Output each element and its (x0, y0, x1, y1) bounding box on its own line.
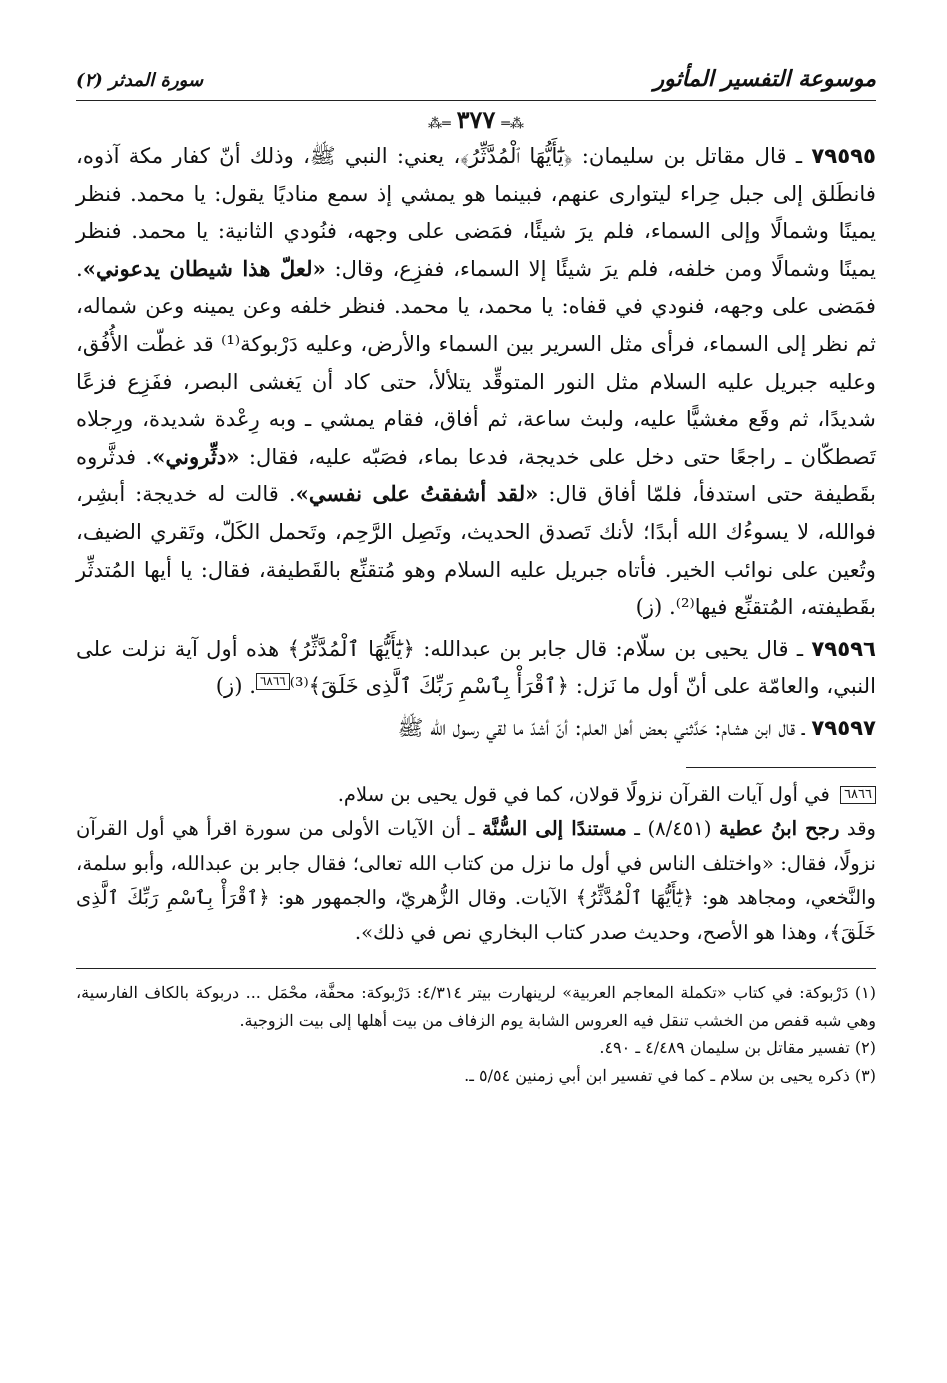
commentary-text: في أول آيات القرآن نزولًا قولان، كما في قول يحيى بن سلام. (337, 782, 837, 806)
entry-text: ـ قال يحيى بن سلّام: قال جابر بن عبدالله: ﴿يَٰٓأَيُّهَا ٱلْمُدَّثِّرُ﴾ هذه أول آية نزلت على النبي، والعامّة على أنّ أول ما نَزل: ﴿ٱقْرَأْ بِٱسْمِ رَبِّكَ ٱلَّذِى خَلَقَ﴾⁽³⁾ (76, 635, 876, 699)
commentary-text: (٨/٤٥١) ـ (626, 817, 719, 840)
ornament-icon: ⁂═ (501, 116, 525, 132)
entry-text: ـ قال ابن هشام: حَدَّثني بعض أهل العلم: أنّ أشدّ ما لقي رسول الله ﷺ (397, 714, 812, 740)
footnote: (١) دَرْبوكة: في كتاب «تكملة المعاجم العربية» لرينهارت بيتر ٤/٣١٤: دَرْبوكة: محفَّة، محْمَل ... دربوكة بالكاف الفارسية، وهي شبه قفص من الخشب تنقل فيه العروس الشابة يوم الزفاف من بيت أهلها إلى بيت الزوجية. (76, 983, 876, 1030)
commentary-paragraph (76, 812, 876, 950)
entry-number: ٧٩٥٩٧ (811, 714, 876, 740)
narration-entry (76, 709, 876, 747)
page-number-bar (76, 103, 876, 137)
page-number: ٣٧٧ (456, 105, 496, 134)
entry-number: ٧٩٥٩٥ (811, 143, 876, 168)
quote-bold: «دثِّروني» (152, 443, 240, 469)
page (76, 60, 876, 1089)
entry-text: . فدثَّروه بقَطيفة حتى استدفأ، فلمّا أفاق قال: (76, 443, 876, 507)
commentary-text: ـ أن الآيات الأولى من سورة اقرأ هي أول القرآن نزولًا، فقال: «واختلف الناس في أول ما نزل من كتاب الله تعالى؛ فقال جابر بن عبدالله، وأبو سلمة، والنَّخعي، ومجاهد هو: ﴿يَٰٓأَيُّهَا ٱلْمُدَّثِّرُ﴾ الآيات. وقال الزُّهريّ، والجمهور هو: ﴿ٱقْرَأْ بِٱسْمِ رَبِّكَ ٱلَّذِى خَلَقَ﴾، وهذا هو الأصح، وحديث صدر كتاب البخاري نص في ذلك». (76, 817, 876, 944)
narration-entry (76, 630, 876, 705)
entry-text: . قالت له خديجة: أبشِر، فوالله، لا يسوءُك الله أبدًا؛ لأنك تَصدق الحديث، وتَصِل الرَّحِم، وتَحمل الكَلّ، وتَقري الضيف، وتُعين على نوائب الخير. فأتاه جبريل عليه السلام وهو مُتقنِّع بالقَطيفة، فقال: يا أيها المُتدثِّر بقَطيفته، المُتقنِّع فيها⁽²⁾. (ز) (76, 481, 876, 620)
entry-text: ـ قال مقاتل بن سليمان: ﴿يَٰٓأَيُّهَا ٱلْمُدَّثِّرُ﴾، يعني: النبي ﷺ، وذلك أنّ كفار مكة آذوه، فانطَلق إلى جبل حِراء ليتوارى عنهم، فبينما هو يمشي إذ سمع مناديًا يقول: يا محمد. فنظر يمينًا وشمالًا وإلى السماء، فلم يرَ شيئًا، فمَضى على وجهه، فنُودي الثانية: يا محمد. فنظر يمينًا وشمالًا ومن خلفه، فلم يرَ شيئًا إلا السماء، ففزِع، وقال: (76, 143, 876, 281)
commentary-reference-tag[interactable]: ٦٨٦٦ (256, 673, 290, 690)
commentary-text: وقد (839, 817, 877, 840)
entry-text: . (ز) (215, 673, 256, 699)
commentary-divider (686, 767, 876, 768)
quote-bold: «لعلّ هذا شيطان يدعوني» (82, 255, 326, 281)
ornament-icon: ═⁂ (427, 116, 451, 132)
narration-entry (76, 137, 876, 626)
book-title: موسوعة التفسير المأثور (653, 66, 876, 92)
quote-bold: «لقد أشفقتُ على نفسي» (295, 481, 539, 507)
commentary-bold: رجح ابنُ عطية (719, 817, 840, 840)
commentary-tag: ٦٨٦٦ (840, 786, 876, 804)
commentary-line (76, 778, 876, 813)
commentary-block (76, 778, 876, 951)
footnote: (٣) ذكره يحيى بن سلام ـ كما في تفسير ابن أبي زمنين ٥/٥٤ ـ. (464, 1065, 876, 1085)
running-header (76, 60, 876, 101)
entry-number: ٧٩٥٩٦ (811, 635, 876, 661)
commentary-bold: مستندًا إلى السُّنَّة (481, 817, 627, 840)
footnote: (٢) تفسير مقاتل بن سليمان ٤/٤٨٩ ـ ٤٩٠. (599, 1038, 876, 1057)
entry-text: . فمَضى على وجهه، فنودي في قفاه: يا محمد، يا محمد. فنظر خلفه وعن يمينه وعن شماله، ثم نظر إلى السماء، فرأى مثل السرير بين السماء والأرض، وعليه دَرْبوكة⁽¹⁾ قد غطّت الأُفُق، وعليه جبريل عليه السلام مثل النور المتوقِّد يتلألأ، حتى كاد أن يَغشى البصر، ففَزِع فزعًا شديدًا، ثم وقَع مغشيًّا عليه، ولبث ساعة، ثم أفاق، فقام يمشي ـ وبه رِعْدة شديدة، ورِجلاه تَصطكّان ـ راجعًا حتى دخل على خديجة، فدعا بماء، فصَبّه عليه، فقال: (76, 255, 877, 469)
surah-title: سورة المدثر (٢) (76, 70, 204, 91)
footnote-divider (76, 968, 876, 969)
